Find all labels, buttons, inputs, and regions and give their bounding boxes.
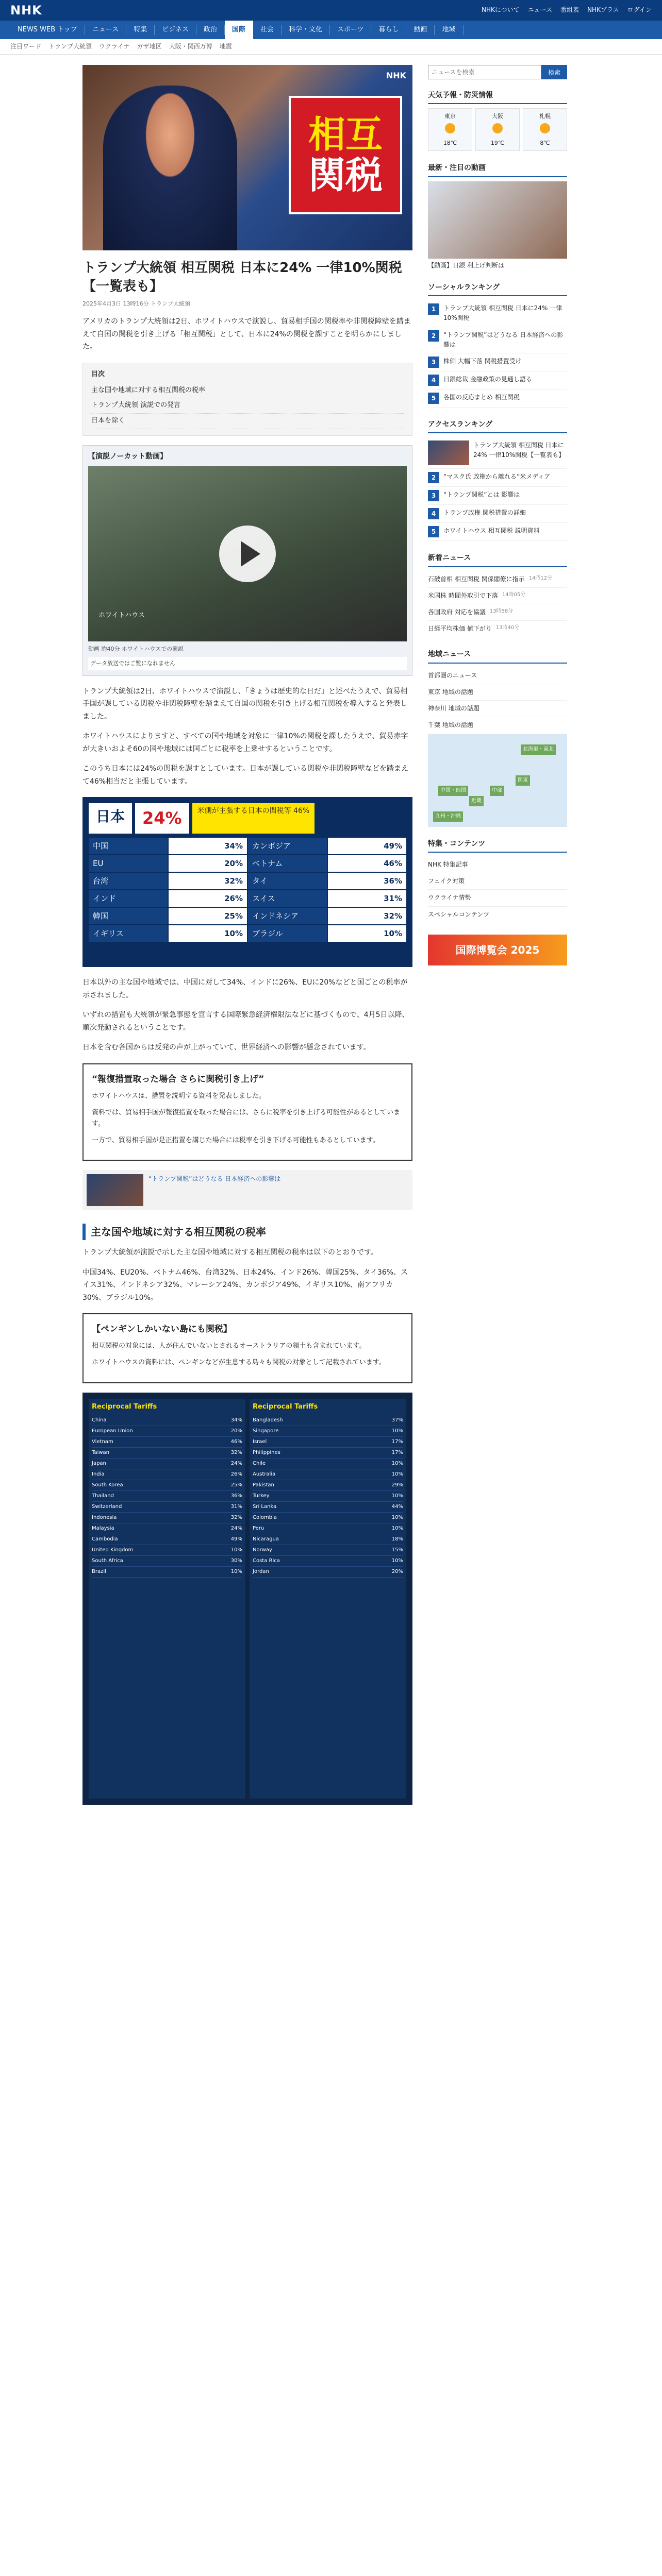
sun-icon (540, 123, 550, 133)
tariff-row (92, 1459, 242, 1469)
tariff-rate: 36% (230, 1493, 242, 1499)
weather-cell[interactable] (523, 108, 567, 151)
tariff-country: Pakistan (253, 1482, 274, 1488)
search-input[interactable] (428, 65, 541, 79)
tariff-rate: 10% (391, 1493, 403, 1499)
tariff-column-title: Reciprocal Tariffs (92, 1402, 157, 1411)
tariff-row (92, 1469, 242, 1480)
tariff-rate-cell: 32% (328, 908, 407, 924)
article-paragraph: トランプ大統領が演説で示した主な国や地域に対する相互関税の税率は以下のとおりです。 (82, 1248, 378, 1257)
ranking-item[interactable] (428, 371, 567, 389)
tariff-rate: 25% (230, 1482, 242, 1488)
map-region[interactable]: 関東 (516, 775, 530, 786)
tariff-country: United Kingdom (92, 1547, 134, 1553)
tariff-column-left (89, 1399, 245, 1799)
new-news (428, 552, 567, 637)
ranking-text: 株価 大幅下落 関税措置受け (443, 357, 522, 365)
rank-number: 3 (428, 357, 439, 368)
special-item[interactable]: NHK 特集記事 (428, 857, 567, 873)
callout-paragraph: 一方で、貿易相手国が是正措置を講じた場合には税率を引き下げる可能性もあるとしています。 (92, 1137, 379, 1145)
tariff-row (92, 1491, 242, 1502)
tariff-rate-cell: 10% (169, 925, 247, 942)
news-text: 各国政府 対応を協議 (428, 608, 486, 616)
tariff-rate: 15% (391, 1547, 403, 1553)
main-nav (0, 21, 662, 39)
special-contents (428, 838, 567, 923)
tariff-row (253, 1469, 403, 1480)
rank-number: 4 (428, 508, 439, 519)
ranking-item[interactable] (428, 469, 567, 487)
local-news-title: 地域ニュース (428, 649, 567, 663)
tariff-rate: 17% (391, 1450, 403, 1456)
special-item[interactable]: ウクライナ情勢 (428, 890, 567, 906)
tariff-country: Taiwan (92, 1450, 110, 1456)
ranking-thumb (428, 440, 469, 465)
tariff-country: Japan (92, 1461, 106, 1467)
tariff-row (253, 1437, 403, 1448)
new-news-title: 新着ニュース (428, 552, 567, 567)
nav-item-region[interactable]: 地域 (435, 25, 463, 36)
callout-title: 【ペンギンしかいない島にも関税】 (92, 1324, 232, 1335)
social-ranking-title: ソーシャルランキング (428, 282, 567, 296)
nav-item-video[interactable]: 動画 (406, 25, 435, 36)
tariff-country: South Africa (92, 1558, 123, 1564)
article-paragraph: ホワイトハウスによりますと、すべての国や地域を対象に一律10%の関税を課したうえで、貿易赤字が大きいおよそ60の国や地域には国ごとに税率を上乗せするということです。 (82, 732, 408, 753)
latest-video-caption[interactable]: 【動画】日銀 利上げ判断は (428, 261, 504, 269)
weather-box (428, 90, 567, 151)
news-text: 石破首相 相互関税 関係閣僚に指示 (428, 575, 525, 583)
search-button[interactable]: 検索 (541, 65, 567, 79)
ranking-item[interactable] (428, 505, 567, 523)
section-heading: 主な国や地域に対する相互関税の税率 (82, 1224, 412, 1240)
tariff-row (92, 1523, 242, 1534)
video-caption: ホワイトハウス (98, 611, 145, 619)
tariff-country: Israel (253, 1439, 267, 1445)
rank-number: 5 (428, 393, 439, 404)
tariff-country: South Korea (92, 1482, 123, 1488)
ranking-text: トランプ大統領 相互関税 日本に24% 一律10%関税 (443, 304, 562, 322)
nav-item-society[interactable]: 社会 (253, 25, 282, 36)
subnav-item[interactable]: ガザ地区 (137, 42, 162, 50)
rank-number: 3 (428, 490, 439, 501)
tariff-rate-cell: 10% (328, 925, 407, 942)
article-main (82, 65, 412, 1805)
nav-item-top[interactable]: NEWS WEB トップ (10, 25, 85, 36)
tariff-country-cell: タイ (248, 873, 327, 889)
tariff-country: Malaysia (92, 1526, 114, 1532)
rank-number: 2 (428, 472, 439, 483)
tariff-country: Norway (253, 1547, 272, 1553)
map-region[interactable]: 近畿 (469, 796, 484, 806)
tariff-row (92, 1426, 242, 1437)
tariff-country: Brazil (92, 1569, 106, 1575)
video-player[interactable] (88, 466, 407, 641)
header-link-plus[interactable]: NHKプラス (587, 6, 619, 14)
weather-city: 札幌 (539, 113, 551, 120)
tariff-country: Peru (253, 1526, 264, 1532)
toc-item[interactable]: 日本を除く (91, 414, 404, 429)
tariff-rate-cell: 32% (169, 873, 247, 889)
tariff-country-cell: EU (89, 855, 168, 872)
weather-title[interactable]: 天気予報・防災情報 (428, 90, 567, 104)
tariff-summary-graphic (82, 797, 412, 967)
nav-item-feature[interactable]: 特集 (126, 25, 155, 36)
tariff-rate: 46% (230, 1439, 242, 1445)
local-item[interactable]: 神奈川 地域の話題 (428, 701, 567, 717)
tariff-country: Thailand (92, 1493, 114, 1499)
special-title: 特集・コンテンツ (428, 838, 567, 853)
tariff-country-cell: カンボジア (248, 838, 327, 854)
tariff-rate: 10% (391, 1471, 403, 1478)
tariff-row (253, 1491, 403, 1502)
subnav-item[interactable]: 地震 (219, 42, 232, 50)
tariff-rate-cell: 34% (169, 838, 247, 854)
ranking-text: ホワイトハウス 相互関税 説明資料 (443, 527, 540, 535)
ranking-text: トランプ政権 関税措置の詳細 (443, 509, 526, 517)
ranking-text: 各国の反応まとめ 相互関税 (443, 393, 520, 401)
tariff-country: Colombia (253, 1515, 277, 1521)
tariff-country: Nicaragua (253, 1536, 279, 1543)
weather-temp: 19℃ (490, 139, 505, 146)
local-news (428, 649, 567, 826)
header-link-login[interactable]: ログイン (627, 6, 652, 14)
news-item[interactable] (428, 571, 567, 588)
tariff-rate: 10% (391, 1558, 403, 1564)
tariff-row (253, 1502, 403, 1513)
sun-icon (445, 123, 455, 133)
map-region[interactable]: 九州・沖縄 (433, 811, 463, 822)
rank-number: 4 (428, 375, 439, 386)
article-paragraph: 日本以外の主な国や地域では、中国に対して34%、インドに26%、EUに20%などと国ごとの税率が示されました。 (82, 978, 408, 999)
top-header (0, 0, 662, 21)
tariff-rate-cell: 49% (328, 838, 407, 854)
sub-nav (0, 39, 662, 55)
japan-region-map (428, 734, 567, 827)
tariff-rate: 18% (391, 1536, 403, 1543)
tariff-row (253, 1556, 403, 1567)
news-time: 13時40分 (495, 625, 520, 631)
special-item[interactable]: スペシャルコンテンツ (428, 907, 567, 923)
special-item[interactable]: フェイク対策 (428, 873, 567, 890)
tariff-country: Vietnam (92, 1439, 113, 1445)
toc-title: 目次 (91, 370, 105, 378)
video-note: 動画 約40分 ホワイトハウスでの演説 (88, 646, 184, 653)
article-paragraph: いずれの措置も大統領が緊急事態を宣言する国際緊急経済権限法などに基づくもので、4月5日以降、順次発動されるということです。 (82, 1011, 409, 1032)
callout-box (82, 1063, 412, 1161)
tariff-country: India (92, 1471, 105, 1478)
related-article[interactable] (82, 1170, 412, 1210)
map-region[interactable]: 中部 (490, 786, 504, 796)
reciprocal-tariff-chart (82, 1393, 412, 1805)
ranking-text: “トランプ関税”はどうなる 日本経済への影響は (443, 331, 564, 348)
ranking-item[interactable] (428, 327, 567, 353)
rank-number: 5 (428, 526, 439, 537)
ranking-item[interactable] (428, 389, 567, 408)
tariff-column-right (250, 1399, 406, 1799)
tariff-row (92, 1513, 242, 1523)
subnav-item[interactable]: トランプ大統領 (48, 42, 92, 50)
rank-number: 1 (428, 303, 439, 315)
hero-image (82, 65, 412, 250)
tariff-row (92, 1534, 242, 1545)
tariff-country: European Union (92, 1428, 133, 1434)
tariff-rate: 20% (391, 1569, 403, 1575)
tariff-country: Jordan (253, 1569, 269, 1575)
tariff-rate: 34% (230, 1417, 242, 1423)
weather-temp: 18℃ (443, 139, 457, 146)
tariff-rate-cell: 36% (328, 873, 407, 889)
tariff-country-cell: 中国 (89, 838, 168, 854)
tariff-row (92, 1437, 242, 1448)
nav-item-business[interactable]: ビジネス (155, 25, 196, 36)
news-time: 14時05分 (502, 591, 526, 598)
nav-item-international[interactable]: 国際 (225, 21, 253, 39)
weather-cell[interactable] (428, 108, 472, 151)
tariff-row (253, 1426, 403, 1437)
map-region[interactable]: 中国・四国 (438, 786, 468, 796)
rank-number: 2 (428, 330, 439, 342)
tariff-country-cell: ベトナム (248, 855, 327, 872)
tariff-rate: 10% (230, 1569, 242, 1575)
tariff-country-cell: インド (89, 890, 168, 907)
tariff-japan-rate: 24% (135, 803, 189, 834)
tariff-country: Turkey (253, 1493, 270, 1499)
tariff-country: Singapore (253, 1428, 279, 1434)
ranking-item[interactable] (428, 300, 567, 327)
subnav-item[interactable]: ウクライナ (99, 42, 130, 50)
tariff-row (253, 1545, 403, 1556)
toc-item[interactable]: 主な国や地域に対する相互関税の税率 (91, 383, 404, 399)
ranking-text: 日銀総裁 金融政策の見通し語る (443, 375, 532, 383)
ranking-item[interactable] (428, 487, 567, 505)
tariff-country: Bangladesh (253, 1417, 283, 1423)
tariff-row (92, 1567, 242, 1578)
news-item[interactable] (428, 604, 567, 621)
subnav-item[interactable]: 大阪・関西万博 (169, 42, 212, 50)
access-ranking (428, 419, 567, 541)
tariff-country: Australia (253, 1471, 276, 1478)
map-region[interactable]: 北海道・東北 (521, 744, 556, 755)
article-headline: トランプ大統領 相互関税 日本に24% 一律10%関税【一覧表も】 (82, 260, 402, 295)
tariff-rate: 10% (391, 1461, 403, 1467)
nav-item-science[interactable]: 科学・文化 (282, 25, 330, 36)
badge-line2: 関税 (308, 154, 383, 197)
speaker-photo (103, 86, 237, 250)
access-ranking-title: アクセスランキング (428, 419, 567, 433)
tariff-row (253, 1480, 403, 1491)
nav-item-politics[interactable]: 政治 (196, 25, 225, 36)
tariff-rate-cell: 26% (169, 890, 247, 907)
news-time: 14時12分 (528, 575, 553, 581)
tariff-row (92, 1480, 242, 1491)
latest-video-title: 最新・注目の動画 (428, 162, 567, 177)
tariff-row (253, 1534, 403, 1545)
tariff-rate: 26% (230, 1471, 242, 1478)
tariff-rate: 44% (391, 1504, 403, 1510)
related-link[interactable]: “トランプ関税”はどうなる 日本経済への影響は (148, 1175, 281, 1183)
tariff-row (253, 1523, 403, 1534)
ranking-item[interactable] (428, 523, 567, 541)
callout-paragraph: ホワイトハウスは、措置を説明する資料を発表しました。 (92, 1092, 266, 1100)
tariff-row (253, 1448, 403, 1459)
search-bar (428, 65, 567, 79)
tariff-rate: 10% (391, 1526, 403, 1532)
tariff-row (253, 1415, 403, 1426)
tariff-country: Indonesia (92, 1515, 117, 1521)
tariff-rate: 37% (391, 1417, 403, 1423)
tariff-rate: 24% (230, 1461, 242, 1467)
play-icon[interactable] (219, 526, 276, 582)
tariff-country-cell: インドネシア (248, 908, 327, 924)
header-links (482, 5, 652, 15)
tariff-row (253, 1459, 403, 1469)
weather-cell[interactable] (475, 108, 520, 151)
tariff-rate: 24% (230, 1526, 242, 1532)
tariff-rate: 31% (230, 1504, 242, 1510)
tariff-country-cell: 韓国 (89, 908, 168, 924)
article-intro: アメリカのトランプ大統領は2日、ホワイトハウスで演説し、貿易相手国の関税率や非関税障壁を踏まえて自国の関税を引き上げる「相互関税」として、日本に24%の関税を課すことを明らかにしました。 (82, 317, 411, 351)
tariff-row (92, 1448, 242, 1459)
tariff-row (92, 1545, 242, 1556)
article-paragraph: 中国34%、EU20%、ベトナム46%、台湾32%、日本24%、インド26%、韓国25%、タイ36%、スイス31%、インドネシア32%、マレーシア24%、カンボジア49%、イギリス10%、南アフリカ30%、ブラジル10%。 (82, 1268, 408, 1302)
tariff-rate: 32% (230, 1515, 242, 1521)
sun-icon (492, 123, 503, 133)
tariff-row (92, 1556, 242, 1567)
ranking-text: トランプ大統領 相互関税 日本に24% 一律10%関税【一覧表も】 (473, 442, 565, 459)
nav-item-life[interactable]: 暮らし (371, 25, 406, 36)
ranking-item[interactable] (428, 437, 567, 469)
news-time: 13時58分 (489, 608, 514, 615)
header-link-about[interactable]: NHKについて (482, 6, 520, 14)
weather-city: 東京 (444, 113, 456, 120)
news-item[interactable] (428, 621, 567, 637)
related-thumbnail (87, 1174, 143, 1206)
ranking-text: “マスク氏 政権から離れる”米メディア (443, 473, 551, 481)
latest-video-thumb[interactable] (428, 181, 567, 259)
tariff-country: Cambodia (92, 1536, 118, 1543)
tariff-rate-cell: 46% (328, 855, 407, 872)
tariff-rate: 10% (230, 1547, 242, 1553)
tariff-rate: 49% (230, 1536, 242, 1543)
weather-city: 大阪 (492, 113, 503, 120)
news-text: 日経平均株価 値下がり (428, 625, 492, 633)
tariff-note: 米側が主張する日本の関税等 46% (192, 803, 315, 834)
tariff-country-cell: ブラジル (248, 925, 327, 942)
tariff-rate: 10% (391, 1428, 403, 1434)
video-title: 【演説ノーカット動画】 (88, 452, 168, 461)
tariff-row (253, 1567, 403, 1578)
tariff-rate-cell: 20% (169, 855, 247, 872)
local-item[interactable]: 東京 地域の話題 (428, 684, 567, 701)
article-paragraph: トランプ大統領は2日、ホワイトハウスで演説し、「きょうは歴史的な日だ」と述べたうえで、貿易相手国が課している関税や非関税障壁を踏まえて自国の関税を引き上げる相互関税を導入すると発表しました。 (82, 687, 408, 721)
callout-title: “報復措置取った場合 さらに関税引き上げ” (92, 1074, 264, 1084)
tariff-rate-cell: 31% (328, 890, 407, 907)
nav-item-news[interactable]: ニュース (85, 25, 126, 36)
tariff-country: Switzerland (92, 1504, 122, 1510)
tariff-rate: 10% (391, 1515, 403, 1521)
tariff-country: Sri Lanka (253, 1504, 277, 1510)
tariff-country: Costa Rica (253, 1558, 280, 1564)
tariff-country-label: 日本 (89, 803, 132, 834)
tariff-row (92, 1502, 242, 1513)
table-of-contents (82, 363, 412, 436)
tariff-rate-cell: 25% (169, 908, 247, 924)
hero-source-mark: NHK (386, 71, 406, 80)
article-paragraph: 日本を含む各国からは反発の声が上がっていて、世界経済への影響が懸念されています。 (82, 1043, 371, 1052)
ranking-text: “トランプ関税”とは 影響は (443, 491, 520, 499)
tariff-rate-table (89, 838, 406, 942)
ranking-item[interactable] (428, 353, 567, 371)
callout-paragraph: 相互関税の対象には、人が住んでいないとされるオーストラリアの領土も含まれています。 (92, 1342, 366, 1350)
badge-line1: 相互 (308, 112, 383, 156)
tariff-country-cell: イギリス (89, 925, 168, 942)
callout-box (82, 1313, 412, 1383)
tariff-column-title: Reciprocal Tariffs (253, 1402, 318, 1411)
tariff-row (92, 1415, 242, 1426)
tariff-rate: 32% (230, 1450, 242, 1456)
tariff-rate: 29% (391, 1482, 403, 1488)
tariff-country: Philippines (253, 1450, 280, 1456)
sidebar (428, 65, 567, 1805)
tariff-rate: 17% (391, 1439, 403, 1445)
latest-video-box (428, 162, 567, 270)
expo-banner[interactable]: 国際博覧会 2025 (428, 935, 567, 965)
weather-temp: 8℃ (540, 139, 550, 146)
video-section (82, 445, 412, 676)
local-item[interactable]: 千葉 地域の話題 (428, 717, 567, 734)
header-link-schedule[interactable]: 番組表 (560, 6, 580, 14)
subnav-label: 注目ワード (10, 42, 42, 50)
tariff-country-cell: スイス (248, 890, 327, 907)
toc-item[interactable]: トランプ大統領 演説での発言 (91, 398, 404, 414)
news-text: 米国株 時間外取引で下落 (428, 591, 498, 599)
article-meta: 2025年4月3日 13時16分 トランプ大統領 (82, 300, 190, 307)
tariff-rate: 20% (230, 1428, 242, 1434)
tariff-rate: 30% (230, 1558, 242, 1564)
news-item[interactable] (428, 588, 567, 604)
video-warning: データ放送ではご覧になれません (88, 657, 407, 670)
callout-paragraph: ホワイトハウスの資料には、ペンギンなどが生息する島々も関税の対象として記載されています。 (92, 1359, 386, 1367)
local-item[interactable]: 首都圏のニュース (428, 668, 567, 684)
tariff-row (253, 1513, 403, 1523)
tariff-country-cell: 台湾 (89, 873, 168, 889)
article-paragraph: このうち日本には24%の関税を課すとしています。日本が課している関税や非関税障壁などを踏まえて46%相当だと主張しています。 (82, 765, 408, 786)
social-ranking (428, 282, 567, 408)
header-link-news[interactable]: ニュース (527, 6, 553, 14)
reciprocal-tariff-badge (289, 96, 402, 214)
callout-paragraph: 資料では、貿易相手国が報復措置を取った場合には、さらに税率を引き上げる可能性があるとしています。 (92, 1108, 401, 1128)
nhk-logo[interactable]: NHK (10, 3, 42, 18)
tariff-country: Chile (253, 1461, 266, 1467)
nav-item-sports[interactable]: スポーツ (330, 25, 371, 36)
tariff-country: China (92, 1417, 107, 1423)
